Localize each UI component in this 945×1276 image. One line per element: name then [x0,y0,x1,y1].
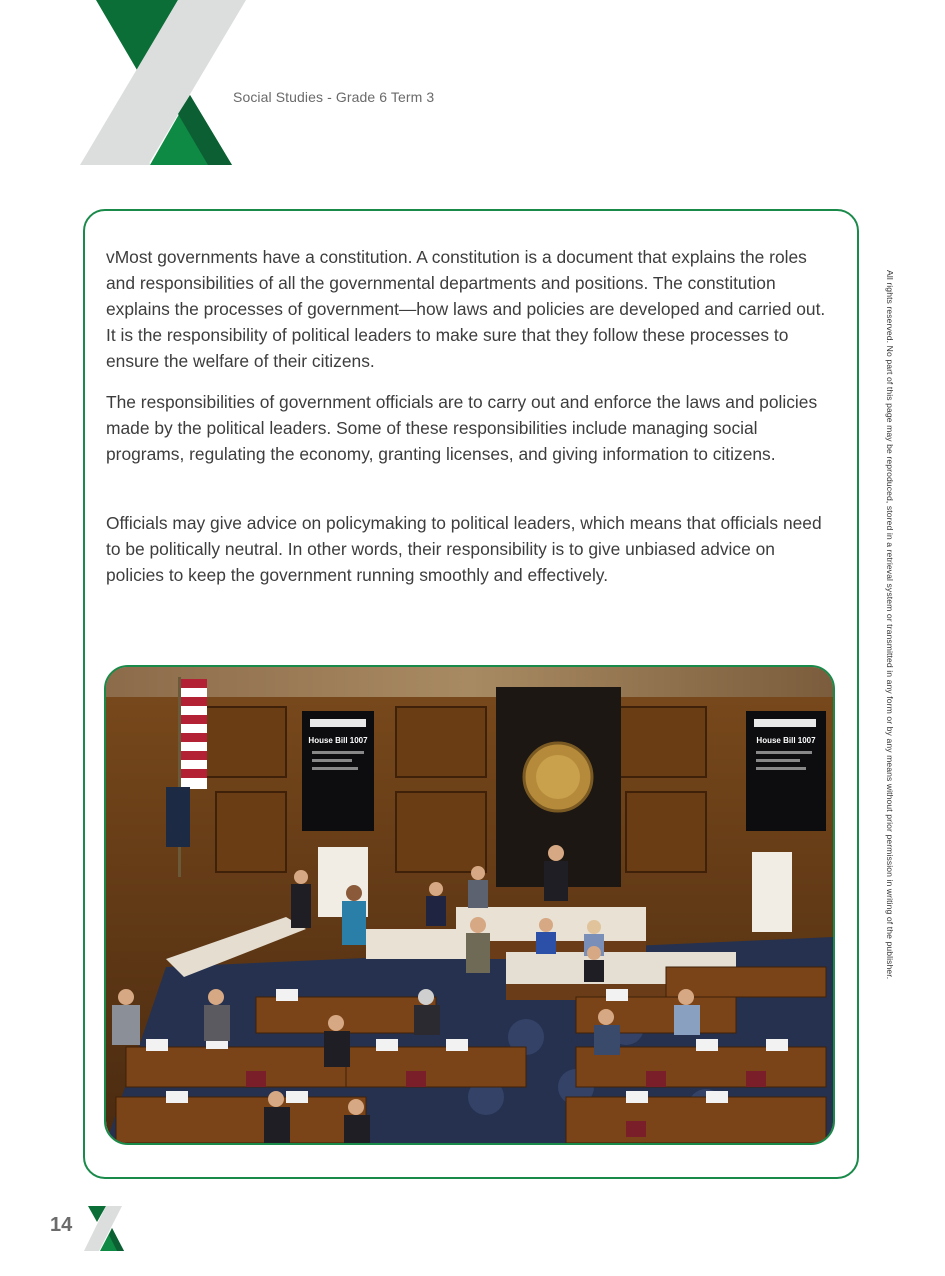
subject-header: Social Studies - Grade 6 Term 3 [233,89,435,105]
publisher-logo-icon [80,0,250,170]
legislature-photo [104,665,835,1145]
screen-left-title: House Bill 1007 [308,736,368,745]
chamber-illustration [106,667,833,1143]
copyright-notice: All rights reserved. No part of this page may be reproduced, stored in a retrieval system or transmitted in any form or by any means without prior permission in writing of the publisher. [885,270,895,980]
screen-right-title: House Bill 1007 [756,736,816,745]
paragraph-political-neutrality: Officials may give advice on policymaking to political leaders, which means that officials need to be politically neutral. In other words, their responsibility is to give unbiased advice on policies to keep the government running smoothly and effectively. [106,513,822,585]
footer-logo-icon [84,1206,126,1251]
paragraph-constitution: vMost governments have a constitution. A constitution is a document that explains the roles and responsibilities of all the governmental departments and positions. The constitution explains the processes of government—how laws and policies are developed and carried out. It is the responsibility of political leaders to make sure that they follow these processes to ensure the welfare of their citizens. [106,247,826,371]
paragraph-officials-responsibilities: The responsibilities of government officials are to carry out and enforce the laws and policies made by the political leaders. Some of these responsibilities include managing social programs, regulating the economy, granting licenses, and giving information to citizens. [106,392,818,464]
page-number: 14 [50,1214,73,1236]
